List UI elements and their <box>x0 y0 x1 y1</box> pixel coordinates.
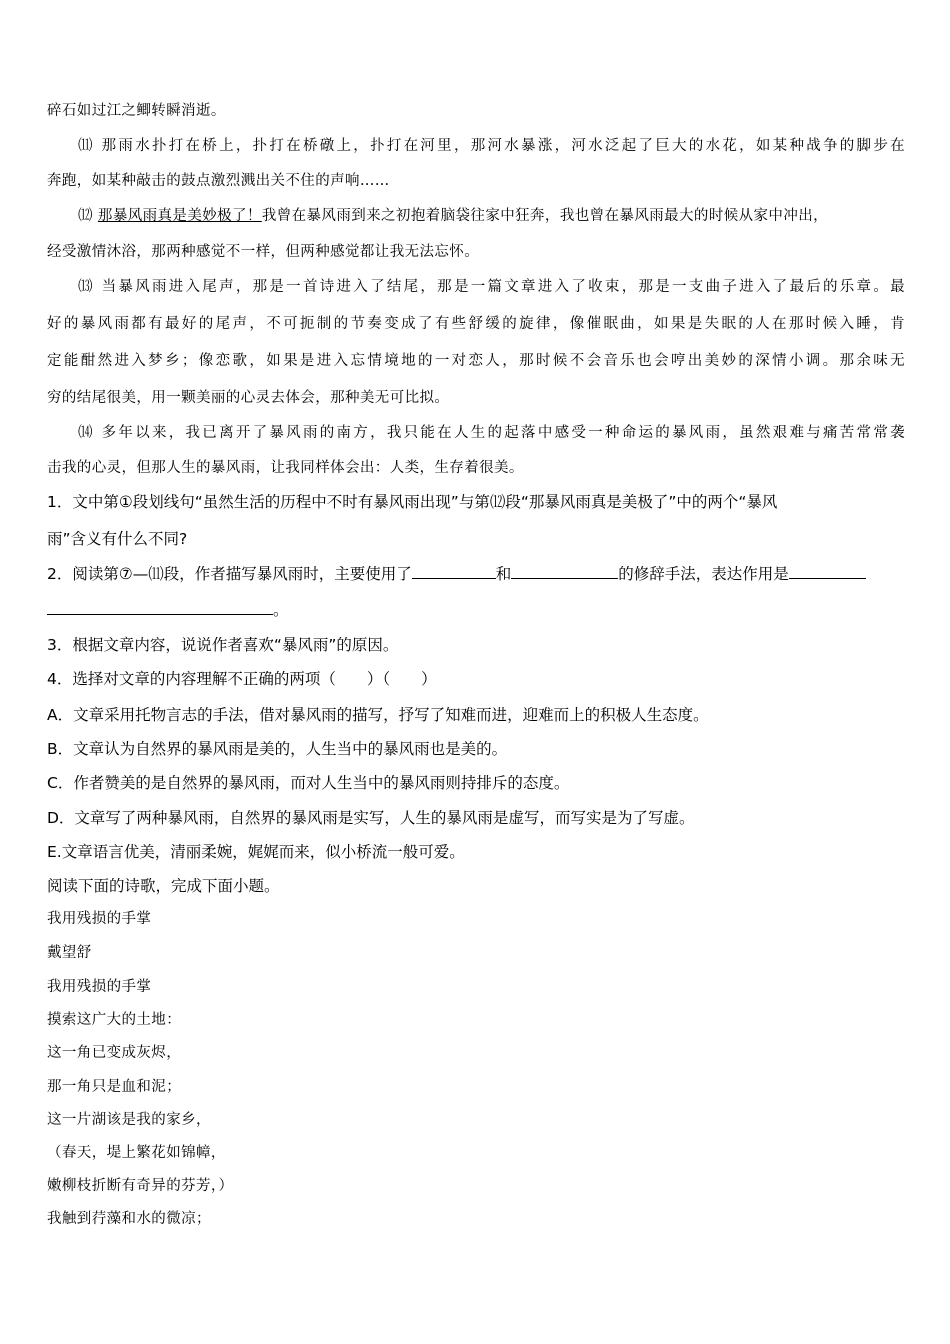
option-e: E.文章语言优美，清丽柔婉，娓娓而来，似小桥流一般可爱。 <box>47 843 465 861</box>
poem-title: 我用残损的手掌 <box>47 911 152 927</box>
question-2-line1 <box>47 564 866 584</box>
poem-line: 这一片湖该是我的家乡， <box>47 1112 211 1128</box>
answer-blank-2[interactable] <box>511 564 618 579</box>
poem-line: （春天，堤上繁花如锦幛， <box>47 1145 226 1161</box>
poem-line: 摸索这广大的土地： <box>47 1012 182 1028</box>
question-2-text-a: 2．阅读第⑦—⑾段，作者描写暴风雨时，主要使用了 <box>47 565 412 583</box>
answer-blank-3[interactable] <box>789 564 866 579</box>
passage-p13-line3: 定能酣然进入梦乡；像恋歌，如果是进入忘情境地的一对恋人，那时候不会音乐也会哼出美妙的深情小调。那余味无 <box>47 353 905 369</box>
poem-line: 那一角只是血和泥； <box>47 1079 182 1095</box>
passage-p11-line2: 奔跑，如某种敲击的鼓点激烈溅出关不住的声响…… <box>47 173 390 189</box>
passage-p14-line2: 击我的心灵，但那人生的暴风雨，让我同样体会出：人类，生存着很美。 <box>47 460 524 476</box>
option-a: A．文章采用托物言志的手法，借对暴风雨的描写，抒写了知难而进，迎难而上的积极人生态度。 <box>47 706 709 724</box>
poem-line: 我用残损的手掌 <box>47 979 152 995</box>
question-2-text-b: 和 <box>495 565 512 583</box>
question-4: 4．选择对文章的内容理解不正确的两项（ ）（ ） <box>47 670 437 688</box>
poem-author: 戴望舒 <box>47 945 92 961</box>
answer-blank-1[interactable] <box>412 564 496 579</box>
passage-p14-line1: ⒁ 多年以来，我已离开了暴风雨的南方，我只能在人生的起落中感受一种命运的暴风雨，虽然艰难与痛苦常常袭 <box>78 425 905 441</box>
option-d: D．文章写了两种暴风雨，自然界的暴风雨是实写，人生的暴风雨是虚写，而写实是为了写虚。 <box>47 809 695 827</box>
passage-p13-line4: 穷的结尾很美，用一颗美丽的心灵去体会，那种美无可比拟。 <box>47 390 450 406</box>
passage-p11-line1: ⑾ 那雨水扑打在桥上，扑打在桥礅上，扑打在河里，那河水暴涨，河水泛起了巨大的水花，如某种战争的脚步在 <box>78 138 905 154</box>
option-b: B．文章认为自然界的暴风雨是美的，人生当中的暴风雨也是美的。 <box>47 740 508 758</box>
question-2-end: 。 <box>273 601 289 619</box>
poem-line: 这一角已变成灰烬， <box>47 1045 182 1061</box>
question-1-line1: 1．文中第①段划线句“虽然生活的历程中不时有暴风雨出现”与第⑿段“那暴风雨真是美极了”中的两个“暴风 <box>47 493 778 511</box>
paragraph-marker: ⑿ <box>78 208 98 224</box>
passage-p10-tail: 碎石如过江之鲫转瞬消逝。 <box>47 103 226 119</box>
underlined-sentence: 那暴风雨真是美妙极了！ <box>97 208 262 224</box>
question-2-line2 <box>47 600 289 620</box>
poem-line: 嫩柳枝折断有奇异的芬芳，） <box>47 1178 234 1194</box>
question-3: 3．根据文章内容，说说作者喜欢“暴风雨”的原因。 <box>47 636 399 654</box>
passage-p12-line1 <box>78 206 828 226</box>
passage-p12-rest: 我曾在暴风雨到来之初抱着脑袋往家中狂奔，我也曾在暴风雨最大的时候从家中冲出， <box>261 208 829 224</box>
option-c: C．作者赞美的是自然界的暴风雨，而对人生当中的暴风雨则持排斥的态度。 <box>47 774 570 792</box>
question-1-line2: 雨”含义有什么不同? <box>47 530 188 548</box>
poem-instruction: 阅读下面的诗歌，完成下面小题。 <box>47 877 280 895</box>
passage-p13-line1: ⒀ 当暴风雨进入尾声，那是一首诗进入了结尾，那是一篇文章进入了收束，那是一支曲子进入了最后的乐章。最 <box>78 279 905 295</box>
passage-p12-line2: 经受激情沐浴，那两种感觉不一样，但两种感觉都让我无法忘怀。 <box>47 244 480 260</box>
question-2-text-c: 的修辞手法，表达作用是 <box>618 565 789 583</box>
passage-p13-line2: 好的暴风雨都有最好的尾声，不可扼制的节奏变成了有些舒缓的旋律，像催眠曲，如果是失眠的人在那时候入睡，肯 <box>47 316 905 332</box>
answer-blank-4[interactable] <box>47 600 273 615</box>
poem-line: 我触到荇藻和水的微凉； <box>47 1211 211 1227</box>
